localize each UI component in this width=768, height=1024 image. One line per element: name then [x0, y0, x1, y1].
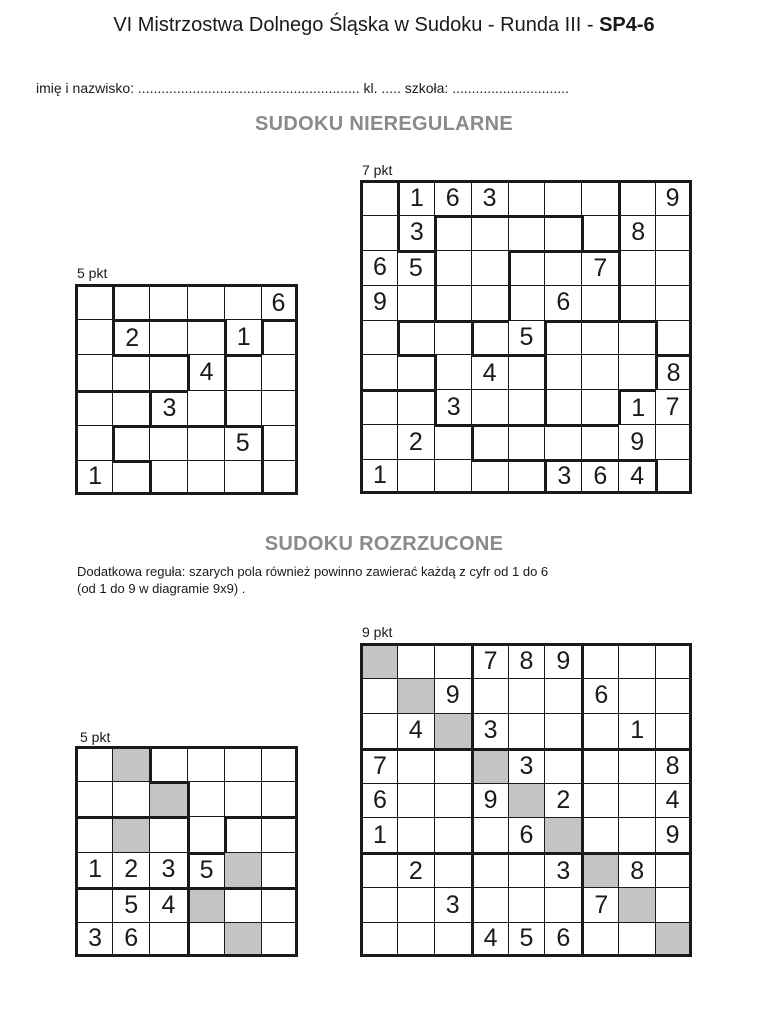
sudoku-cell[interactable] — [581, 285, 618, 320]
sudoku-cell[interactable]: 1 — [224, 319, 261, 354]
sudoku-cell[interactable]: 6 — [434, 180, 471, 215]
sudoku-cell[interactable]: 3 — [149, 390, 186, 425]
sudoku-cell[interactable]: 4 — [618, 459, 655, 494]
sudoku-cell[interactable] — [655, 215, 692, 250]
sudoku-cell[interactable] — [544, 748, 581, 783]
sudoku-cell[interactable]: 6 — [544, 285, 581, 320]
sudoku-cell[interactable] — [508, 250, 545, 285]
sudoku-cell[interactable]: 2 — [544, 783, 581, 818]
sudoku-cell[interactable] — [618, 817, 655, 852]
rule-line-1: Dodatkowa reguła: szarych pola również powinno zawierać każdą z cyfr od 1 do 6 — [77, 564, 549, 579]
sudoku-cell[interactable]: 9 — [471, 783, 508, 818]
sudoku-cell[interactable] — [434, 250, 471, 285]
sudoku-cell[interactable] — [360, 389, 397, 424]
sudoku-cell[interactable]: 3 — [471, 180, 508, 215]
sudoku-cell[interactable] — [581, 180, 618, 215]
sudoku-cell[interactable] — [655, 852, 692, 887]
sudoku-cell[interactable] — [618, 887, 655, 922]
sudoku-cell[interactable] — [397, 748, 434, 783]
sudoku-cell[interactable] — [581, 389, 618, 424]
sudoku-cell[interactable] — [187, 816, 224, 851]
sudoku-cell[interactable] — [471, 215, 508, 250]
sudoku-cell[interactable] — [581, 713, 618, 748]
sudoku-cell[interactable] — [75, 781, 112, 816]
sudoku-cell[interactable] — [471, 678, 508, 713]
sudoku-cell[interactable] — [261, 425, 298, 460]
sudoku-cell[interactable]: 4 — [187, 354, 224, 389]
sudoku-cell[interactable]: 5 — [508, 922, 545, 957]
sudoku-cell[interactable] — [261, 460, 298, 495]
sudoku-cell[interactable] — [544, 320, 581, 355]
sudoku-cell[interactable]: 1 — [397, 180, 434, 215]
sudoku-cell[interactable]: 5 — [397, 250, 434, 285]
sudoku-cell[interactable] — [471, 389, 508, 424]
sudoku-cell[interactable] — [508, 783, 545, 818]
sudoku-cell[interactable] — [261, 816, 298, 851]
sudoku-cell[interactable] — [544, 354, 581, 389]
sudoku-cell[interactable] — [544, 887, 581, 922]
sudoku-cell[interactable] — [149, 460, 186, 495]
sudoku-cell[interactable]: 9 — [618, 424, 655, 459]
sudoku-cell[interactable] — [187, 922, 224, 957]
sudoku-cell[interactable] — [149, 781, 186, 816]
sudoku-cell[interactable] — [397, 459, 434, 494]
sudoku-cell[interactable]: 3 — [149, 852, 186, 887]
sudoku-cell[interactable]: 1 — [618, 713, 655, 748]
sudoku-cell[interactable]: 8 — [618, 852, 655, 887]
sudoku-cell[interactable] — [434, 713, 471, 748]
points-label: 7 pkt — [362, 162, 393, 178]
sudoku-cell[interactable]: 2 — [397, 424, 434, 459]
sudoku-cell[interactable] — [581, 922, 618, 957]
points-label: 5 pkt — [77, 265, 108, 281]
sudoku-cell[interactable] — [112, 816, 149, 851]
sudoku-cell[interactable] — [618, 922, 655, 957]
sudoku-grid-scattered-6 — [75, 746, 298, 957]
sudoku-cell[interactable] — [618, 285, 655, 320]
sudoku-cell[interactable] — [434, 852, 471, 887]
sudoku-cell[interactable] — [508, 424, 545, 459]
sudoku-cell[interactable]: 9 — [544, 643, 581, 678]
sudoku-cell[interactable]: 3 — [397, 215, 434, 250]
sudoku-grid-irregular-6 — [75, 284, 298, 495]
sudoku-cell[interactable]: 6 — [360, 783, 397, 818]
sudoku-cell[interactable] — [397, 354, 434, 389]
sudoku-cell[interactable] — [261, 354, 298, 389]
sudoku-cell[interactable] — [655, 459, 692, 494]
sudoku-cell[interactable] — [75, 746, 112, 781]
sudoku-cell[interactable]: 1 — [75, 460, 112, 495]
sudoku-cell[interactable] — [187, 284, 224, 319]
sudoku-cell[interactable] — [508, 389, 545, 424]
sudoku-cell[interactable] — [187, 319, 224, 354]
sudoku-cell[interactable] — [508, 180, 545, 215]
sudoku-cell[interactable]: 4 — [397, 713, 434, 748]
sudoku-cell[interactable] — [471, 748, 508, 783]
sudoku-cell[interactable] — [618, 678, 655, 713]
title-text: VI Mistrzostwa Dolnego Śląska w Sudoku - Runda III - — [113, 14, 600, 36]
sudoku-cell[interactable] — [75, 425, 112, 460]
sudoku-cell[interactable] — [360, 852, 397, 887]
sudoku-cell[interactable] — [224, 887, 261, 922]
sudoku-cell[interactable]: 8 — [508, 643, 545, 678]
sudoku-cell[interactable] — [434, 215, 471, 250]
sudoku-cell[interactable]: 4 — [149, 887, 186, 922]
sudoku-cell[interactable] — [187, 390, 224, 425]
sudoku-cell[interactable]: 3 — [471, 713, 508, 748]
page-title — [0, 14, 768, 37]
sudoku-cell[interactable] — [655, 285, 692, 320]
sudoku-cell[interactable]: 1 — [618, 389, 655, 424]
sudoku-cell[interactable] — [434, 320, 471, 355]
sudoku-cell[interactable]: 3 — [544, 852, 581, 887]
scattered-rule-text — [77, 563, 697, 597]
sudoku-cell[interactable] — [655, 713, 692, 748]
sudoku-cell[interactable] — [508, 852, 545, 887]
sudoku-cell[interactable] — [581, 817, 618, 852]
sudoku-cell[interactable] — [655, 678, 692, 713]
points-label: 9 pkt — [362, 624, 393, 640]
sudoku-cell[interactable] — [261, 390, 298, 425]
sudoku-cell[interactable]: 5 — [508, 320, 545, 355]
sudoku-cell[interactable] — [434, 748, 471, 783]
sudoku-cell[interactable] — [544, 215, 581, 250]
sudoku-cell[interactable]: 6 — [112, 922, 149, 957]
sudoku-cell[interactable] — [618, 180, 655, 215]
points-label: 5 pkt — [80, 729, 111, 745]
sudoku-cell[interactable] — [261, 746, 298, 781]
sudoku-cell[interactable] — [360, 922, 397, 957]
sudoku-cell[interactable] — [224, 852, 261, 887]
sudoku-cell[interactable] — [434, 459, 471, 494]
sudoku-cell[interactable] — [544, 250, 581, 285]
sudoku-cell[interactable]: 4 — [471, 354, 508, 389]
sudoku-cell[interactable] — [187, 887, 224, 922]
sudoku-cell[interactable] — [508, 713, 545, 748]
sudoku-cell[interactable] — [581, 215, 618, 250]
sudoku-cell[interactable] — [508, 678, 545, 713]
sudoku-cell[interactable] — [360, 713, 397, 748]
sudoku-cell[interactable]: 1 — [360, 817, 397, 852]
sudoku-cell[interactable] — [581, 852, 618, 887]
sudoku-cell[interactable] — [397, 922, 434, 957]
sudoku-cell[interactable]: 3 — [544, 459, 581, 494]
sudoku-cell[interactable] — [544, 389, 581, 424]
sudoku-cell[interactable] — [112, 746, 149, 781]
sudoku-cell[interactable]: 6 — [544, 922, 581, 957]
sudoku-cell[interactable] — [149, 319, 186, 354]
sudoku-cell[interactable] — [261, 922, 298, 957]
sudoku-cell[interactable] — [434, 424, 471, 459]
student-info-line[interactable]: imię i nazwisko: ......................................................... kl. ..... szkoła: .............................. — [36, 80, 569, 96]
sudoku-cell[interactable] — [224, 354, 261, 389]
sudoku-cell[interactable] — [75, 816, 112, 851]
sudoku-cell[interactable] — [655, 424, 692, 459]
sudoku-cell[interactable] — [360, 354, 397, 389]
sudoku-cell[interactable] — [187, 781, 224, 816]
sudoku-cell[interactable] — [434, 643, 471, 678]
sudoku-cell[interactable] — [224, 390, 261, 425]
sudoku-cell[interactable] — [149, 816, 186, 851]
sudoku-cell[interactable]: 1 — [360, 459, 397, 494]
sudoku-cell[interactable] — [581, 424, 618, 459]
sudoku-cell[interactable]: 6 — [581, 678, 618, 713]
sudoku-cell[interactable] — [75, 319, 112, 354]
title-code: SP4-6 — [599, 14, 655, 36]
sudoku-cell[interactable] — [224, 781, 261, 816]
sudoku-cell[interactable] — [75, 390, 112, 425]
sudoku-cell[interactable] — [434, 285, 471, 320]
sudoku-cell[interactable] — [434, 783, 471, 818]
sudoku-cell[interactable] — [471, 887, 508, 922]
sudoku-cell[interactable]: 3 — [434, 887, 471, 922]
sudoku-cell[interactable] — [187, 460, 224, 495]
sudoku-cell[interactable] — [434, 817, 471, 852]
sudoku-cell[interactable]: 2 — [112, 852, 149, 887]
sudoku-cell[interactable] — [149, 922, 186, 957]
sudoku-cell[interactable]: 3 — [75, 922, 112, 957]
sudoku-cell[interactable] — [471, 459, 508, 494]
sudoku-cell[interactable] — [360, 424, 397, 459]
sudoku-cell[interactable] — [618, 320, 655, 355]
sudoku-cell[interactable] — [581, 643, 618, 678]
sudoku-cell[interactable] — [360, 887, 397, 922]
sudoku-cell[interactable]: 5 — [187, 852, 224, 887]
sudoku-cell[interactable]: 7 — [581, 887, 618, 922]
sudoku-cell[interactable]: 6 — [360, 250, 397, 285]
sudoku-cell[interactable] — [224, 746, 261, 781]
sudoku-cell[interactable]: 5 — [224, 425, 261, 460]
sudoku-cell[interactable] — [581, 354, 618, 389]
sudoku-cell[interactable] — [112, 781, 149, 816]
sudoku-cell[interactable] — [360, 678, 397, 713]
sudoku-cell[interactable] — [471, 285, 508, 320]
sudoku-cell[interactable] — [434, 922, 471, 957]
sudoku-cell[interactable] — [434, 354, 471, 389]
sudoku-cell[interactable]: 3 — [434, 389, 471, 424]
sudoku-cell[interactable] — [75, 887, 112, 922]
sudoku-cell[interactable] — [397, 678, 434, 713]
sudoku-grid-irregular-9 — [360, 180, 692, 494]
sudoku-cell[interactable]: 7 — [471, 643, 508, 678]
sudoku-cell[interactable]: 4 — [471, 922, 508, 957]
rule-line-2: (od 1 do 9 w diagramie 9x9) . — [77, 581, 246, 596]
sudoku-cell[interactable] — [224, 816, 261, 851]
sudoku-cell[interactable] — [508, 459, 545, 494]
sudoku-cell[interactable]: 3 — [508, 748, 545, 783]
sudoku-cell[interactable] — [544, 424, 581, 459]
sudoku-cell[interactable] — [655, 887, 692, 922]
sudoku-cell[interactable] — [224, 284, 261, 319]
sudoku-cell[interactable] — [544, 180, 581, 215]
sudoku-cell[interactable] — [655, 643, 692, 678]
sudoku-cell[interactable] — [471, 424, 508, 459]
sudoku-cell[interactable] — [655, 250, 692, 285]
sudoku-cell[interactable] — [224, 922, 261, 957]
sudoku-cell[interactable] — [508, 285, 545, 320]
sudoku-cell[interactable] — [544, 713, 581, 748]
section-heading-irregular: SUDOKU NIEREGULARNE — [255, 113, 513, 135]
sudoku-cell[interactable] — [112, 390, 149, 425]
sudoku-cell[interactable]: 7 — [581, 250, 618, 285]
sudoku-cell[interactable]: 4 — [655, 783, 692, 818]
sudoku-cell[interactable]: 6 — [508, 817, 545, 852]
sudoku-cell[interactable] — [471, 817, 508, 852]
sudoku-cell[interactable]: 9 — [655, 180, 692, 215]
sudoku-cell[interactable] — [112, 284, 149, 319]
sudoku-cell[interactable] — [544, 678, 581, 713]
sudoku-cell[interactable] — [618, 354, 655, 389]
sudoku-cell[interactable] — [187, 425, 224, 460]
sudoku-cell[interactable] — [112, 460, 149, 495]
sudoku-cell[interactable] — [360, 643, 397, 678]
sudoku-cell[interactable]: 9 — [360, 285, 397, 320]
sudoku-cell[interactable] — [75, 284, 112, 319]
sudoku-cell[interactable] — [397, 643, 434, 678]
sudoku-cell[interactable]: 7 — [360, 748, 397, 783]
sudoku-cell[interactable]: 8 — [655, 748, 692, 783]
sudoku-cell[interactable]: 8 — [655, 354, 692, 389]
sudoku-cell[interactable] — [581, 320, 618, 355]
sudoku-cell[interactable] — [618, 643, 655, 678]
sudoku-cell[interactable] — [261, 852, 298, 887]
sudoku-cell[interactable] — [397, 817, 434, 852]
sudoku-cell[interactable] — [508, 215, 545, 250]
sudoku-cell[interactable] — [397, 389, 434, 424]
sudoku-cell[interactable] — [149, 284, 186, 319]
sudoku-cell[interactable] — [360, 320, 397, 355]
sudoku-cell[interactable] — [508, 354, 545, 389]
sudoku-cell[interactable] — [471, 320, 508, 355]
sudoku-cell[interactable] — [397, 320, 434, 355]
sudoku-cell[interactable] — [471, 852, 508, 887]
section-heading-scattered: SUDOKU ROZRZUCONE — [264, 533, 504, 555]
sudoku-cell[interactable] — [261, 887, 298, 922]
sudoku-cell[interactable] — [187, 746, 224, 781]
sudoku-cell[interactable] — [471, 250, 508, 285]
sudoku-cell[interactable]: 2 — [397, 852, 434, 887]
sudoku-cell[interactable] — [360, 180, 397, 215]
sudoku-cell[interactable]: 8 — [618, 215, 655, 250]
sudoku-cell[interactable] — [508, 887, 545, 922]
sudoku-cell[interactable] — [112, 425, 149, 460]
sudoku-grid-scattered-9 — [360, 643, 692, 957]
sudoku-cell[interactable] — [618, 250, 655, 285]
sudoku-cell[interactable] — [544, 817, 581, 852]
sudoku-cell[interactable]: 7 — [655, 389, 692, 424]
sudoku-cell[interactable] — [149, 425, 186, 460]
sudoku-cell[interactable]: 9 — [434, 678, 471, 713]
sudoku-cell[interactable] — [655, 922, 692, 957]
sudoku-cell[interactable] — [618, 783, 655, 818]
sudoku-cell[interactable] — [397, 285, 434, 320]
sudoku-cell[interactable] — [397, 887, 434, 922]
sudoku-cell[interactable] — [397, 783, 434, 818]
sudoku-cell[interactable]: 9 — [655, 817, 692, 852]
sudoku-cell[interactable]: 2 — [112, 319, 149, 354]
sudoku-cell[interactable] — [149, 746, 186, 781]
sudoku-cell[interactable] — [581, 783, 618, 818]
sudoku-cell[interactable] — [581, 748, 618, 783]
sudoku-cell[interactable] — [261, 319, 298, 354]
sudoku-cell[interactable] — [261, 781, 298, 816]
sudoku-cell[interactable]: 6 — [261, 284, 298, 319]
sudoku-cell[interactable] — [149, 354, 186, 389]
sudoku-cell[interactable] — [112, 354, 149, 389]
sudoku-cell[interactable] — [655, 320, 692, 355]
sudoku-cell[interactable] — [75, 354, 112, 389]
sudoku-cell[interactable] — [224, 460, 261, 495]
sudoku-cell[interactable]: 6 — [581, 459, 618, 494]
sudoku-cell[interactable]: 1 — [75, 852, 112, 887]
sudoku-cell[interactable] — [360, 215, 397, 250]
sudoku-cell[interactable] — [618, 748, 655, 783]
sudoku-cell[interactable]: 5 — [112, 887, 149, 922]
